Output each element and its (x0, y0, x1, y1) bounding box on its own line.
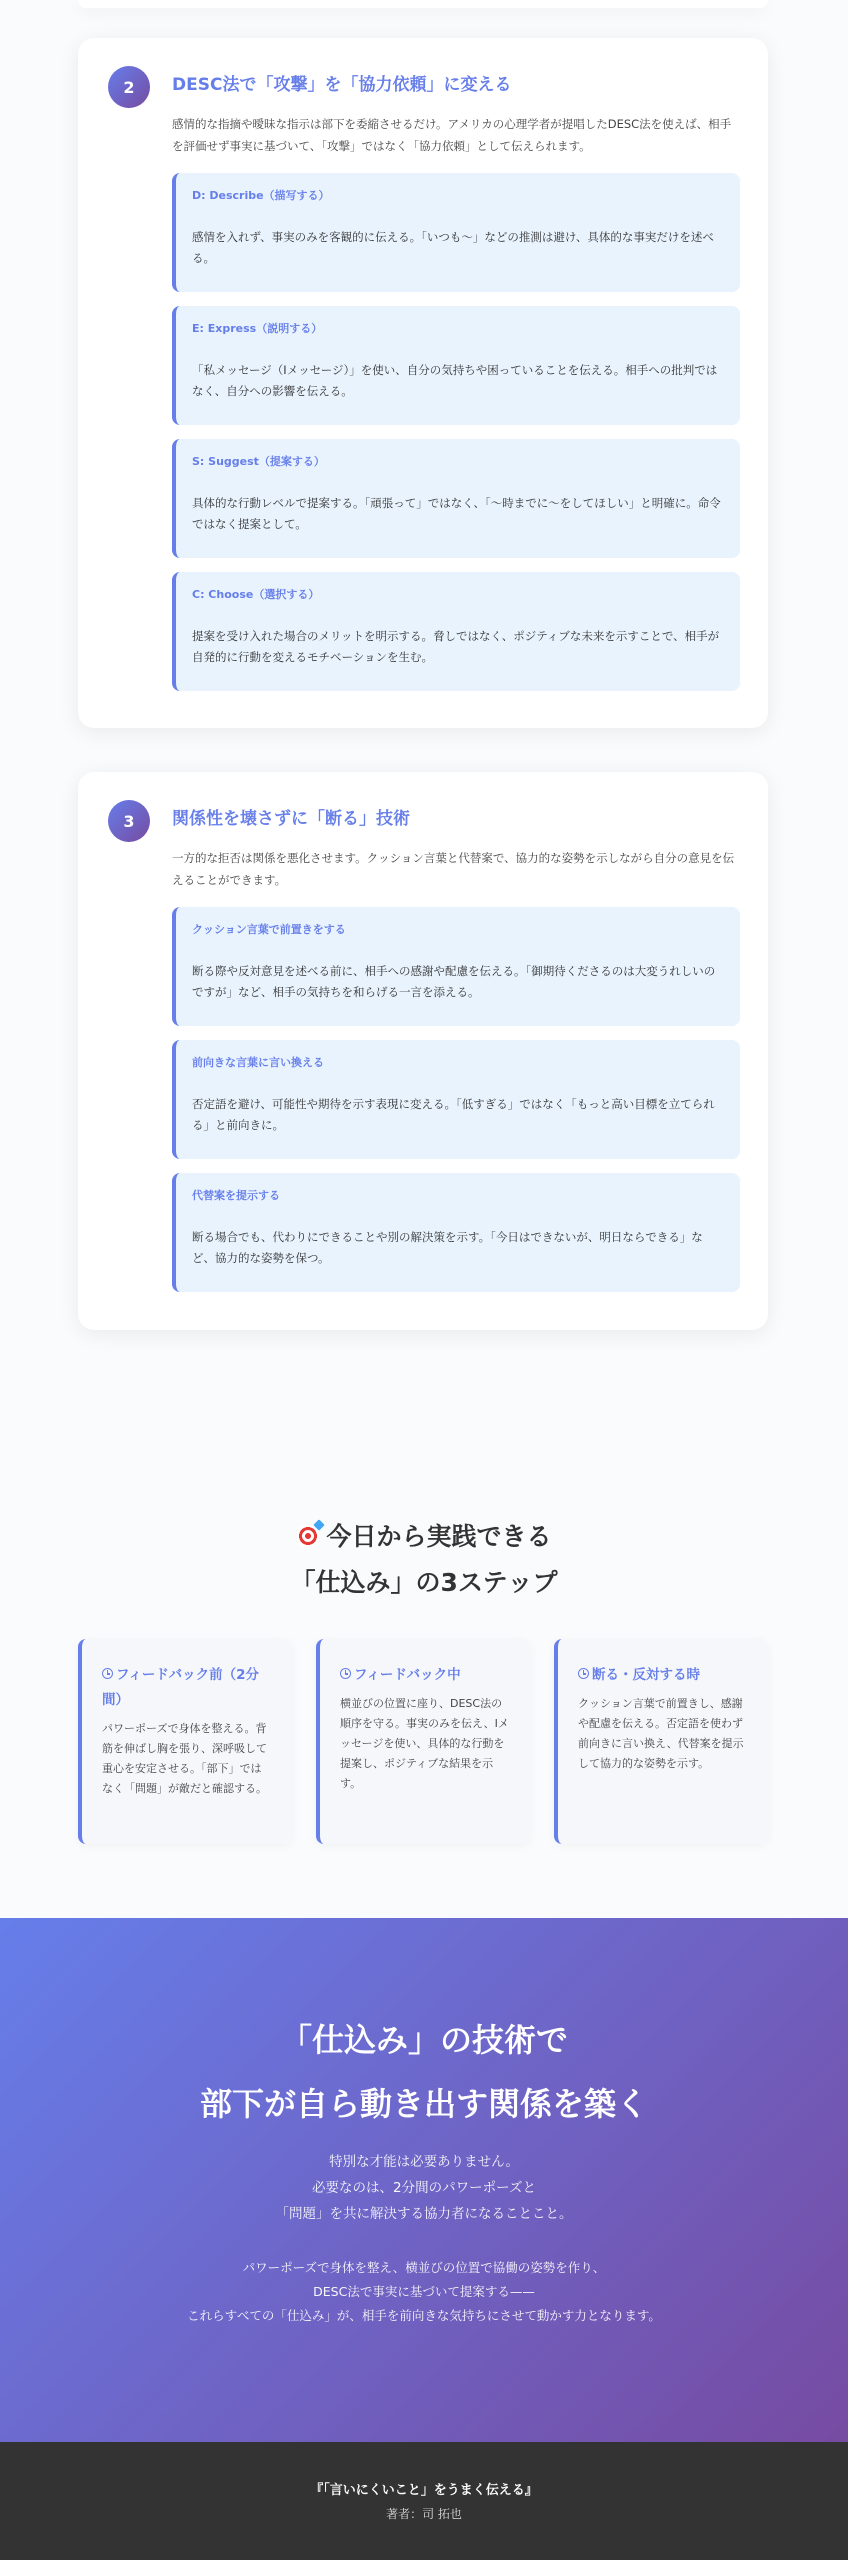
section-title: 関係性を壊さずに「断る」技術 (172, 809, 410, 829)
item-body: 提案を受け入れた場合のメリットを明示する。脅しではなく、ポジティブな未来を示すことで、相手が自発的に行動を変えるモチベーションを生む。 (192, 629, 720, 664)
steps-heading (0, 1514, 848, 1606)
decline-item-positive (172, 1040, 740, 1159)
clock-icon (102, 1668, 113, 1679)
item-body: 具体的な行動レベルで提案する。「頑張って」ではなく、「〜時までに〜をしてほしい」と明確に。命令ではなく提案として。 (192, 496, 721, 531)
hero-title-line1: 「仕込み」の技術で (279, 2021, 568, 2059)
item-body: 「私メッセージ（Iメッセージ）」を使い、自分の気持ちや困っていることを伝える。相手への批判ではなく、自分への影響を伝える。 (192, 363, 718, 398)
decline-item-cushion (172, 907, 740, 1026)
book-title: 『「言いにくいこと」をうまく伝える』 (310, 2483, 538, 2498)
step-card-before (78, 1639, 292, 1844)
clock-icon (340, 1668, 351, 1679)
item-title: 代替案を提示する (192, 1189, 280, 1202)
hero-p2-line: これらすべての「仕込み」が、相手を前向きな気持ちにさせて動かす力となります。 (187, 2308, 661, 2323)
section-description: 感情的な指摘や曖昧な指示は部下を委縮させるだけ。アメリカの心理学者が提唱したDESC法を使えば、相手を評価せず事実に基づいて、「攻撃」ではなく「協力依頼」として伝えられます。 (172, 117, 732, 153)
hero-paragraph-2 (0, 2256, 848, 2328)
hero-paragraph-1 (0, 2149, 848, 2227)
book-author: 著者：司 拓也 (386, 2507, 462, 2521)
hero-p2-line: DESC法で事実に基づいて提案する—— (313, 2284, 535, 2299)
item-body: 感情を入れず、事実のみを客観的に伝える。「いつも〜」などの推測は避け、具体的な事実だけを述べる。 (192, 230, 714, 265)
step-card-during (316, 1639, 530, 1844)
conclusion-hero (0, 1918, 848, 2442)
item-body: 断る場合でも、代わりにできることや別の解決策を示す。「今日はできないが、明日ならできる」など、協力的な姿勢を保つ。 (192, 1230, 703, 1265)
page-footer (0, 2442, 848, 2560)
desc-item-suggest (172, 439, 740, 558)
hero-p2-line: パワーポーズで身体を整え、横並びの位置で協働の姿勢を作り、 (242, 2260, 606, 2275)
step-title (340, 1663, 510, 1688)
hero-title-line2: 部下が自ら動き出す関係を築く (199, 2085, 648, 2123)
previous-card-bottom (78, 0, 768, 8)
desc-item-express (172, 306, 740, 425)
section-title: DESC法で「攻撃」を「協力依頼」に変える (172, 75, 512, 95)
step-title-text: フィードバック前（2分間） (102, 1667, 260, 1708)
desc-item-choose (172, 572, 740, 691)
decline-item-alternative (172, 1173, 740, 1292)
item-body: 否定語を避け、可能性や期待を示す表現に変える。「低すぎる」ではなく「もっと高い目標を立てられる」と前向きに。 (192, 1097, 715, 1132)
hero-p1-line: 特別な才能は必要ありません。 (329, 2154, 519, 2170)
step-title (578, 1663, 748, 1688)
step-body: パワーポーズで身体を整える。背筋を伸ばし胸を張り、深呼吸して重心を安定させる。「部下」ではなく「問題」が敵だと確認する。 (102, 1722, 267, 1795)
step-title-text: 断る・反対する時 (592, 1667, 700, 1683)
section-number-badge: 3 (108, 800, 150, 842)
desc-item-describe (172, 173, 740, 292)
hero-p1-line: 必要なのは、2分間のパワーポーズと (312, 2180, 536, 2196)
step-title (102, 1663, 272, 1713)
item-title: D: Describe（描写する） (192, 189, 330, 202)
item-title: クッション言葉で前置きをする (192, 923, 346, 936)
section-card-decline (78, 772, 768, 1330)
item-title: 前向きな言葉に言い換える (192, 1056, 324, 1069)
hero-title (0, 2008, 848, 2136)
steps-heading-line2: 「仕込み」の3ステップ (290, 1568, 558, 1597)
step-body: 横並びの位置に座り、DESC法の順序を守る。事実のみを伝え、Iメッセージを使い、具体的な行動を提案し、ポジティブな結果を示す。 (340, 1697, 509, 1790)
section-description: 一方的な拒否は関係を悪化させます。クッション言葉と代替案で、協力的な姿勢を示しながら自分の意見を伝えることができます。 (172, 851, 735, 887)
item-title: S: Suggest（提案する） (192, 455, 325, 468)
section-number-badge: 2 (108, 66, 150, 108)
step-card-decline (554, 1639, 768, 1844)
section-card-desc (78, 38, 768, 728)
clock-icon (578, 1668, 589, 1679)
item-title: E: Express（説明する） (192, 322, 323, 335)
item-title: C: Choose（選択する） (192, 588, 320, 601)
step-body: クッション言葉で前置きし、感謝や配慮を伝える。否定語を使わず前向きに言い換え、代替案を提示して協力的な姿勢を示す。 (578, 1697, 744, 1770)
steps-heading-line1: 今日から実践できる (326, 1522, 552, 1551)
item-body: 断る際や反対意見を述べる前に、相手への感謝や配慮を伝える。「御期待くださるのは大変うれしいのですが」など、相手の気持ちを和らげる一言を添える。 (192, 964, 716, 999)
step-title-text: フィードバック中 (354, 1667, 461, 1683)
hero-p1-line: 「問題」を共に解決する協力者になることこと。 (275, 2206, 573, 2222)
target-icon (296, 1524, 320, 1548)
